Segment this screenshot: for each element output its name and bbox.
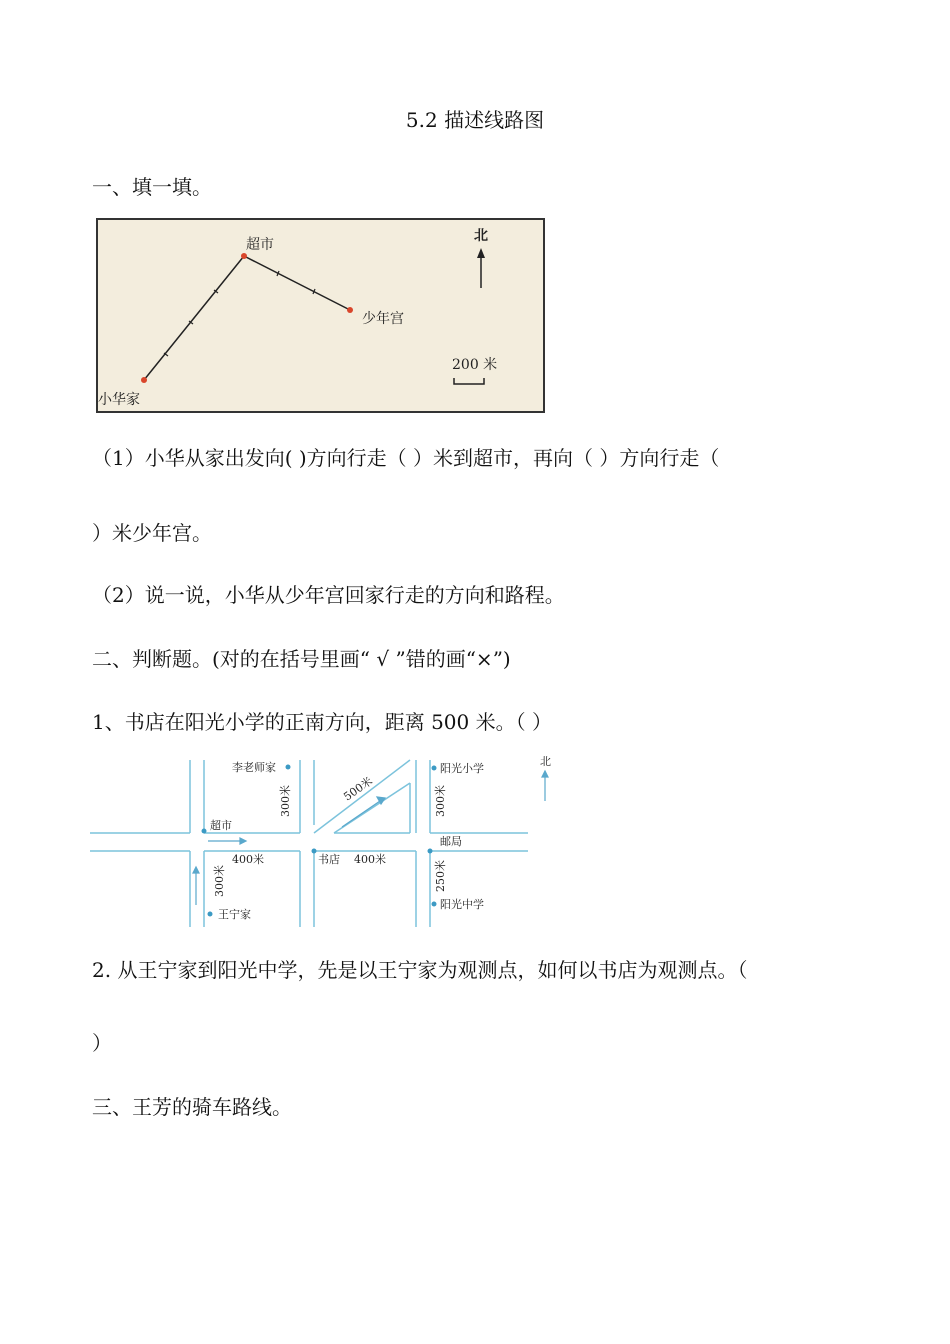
supermarket-point [241,253,247,259]
home-point [141,377,147,383]
bookstore-label: 书店 [318,853,340,866]
supermarket-label: 超市 [210,819,232,832]
distance-300-b: 300米 [434,785,447,817]
q1-line2: ）米少年宫。 [92,521,212,545]
distance-300-a: 300米 [279,785,292,817]
distance-400-a: 400米 [232,853,264,866]
judge-q2-line1: 2. 从王宁家到阳光中学，先是以王宁家为观测点，如何以书店为观测点。（ [92,958,748,982]
primary-school-point [432,766,437,771]
distance-300-c: 300米 [213,865,226,897]
street-map-figure [90,755,560,930]
q2-text: （2）说一说，小华从少年宫回家行走的方向和路程。 [92,583,565,607]
distance-500: 500米 [341,774,375,804]
middle-school-point [432,902,437,907]
teacher-li-home-label: 李老师家 [232,761,276,774]
bookstore-point [312,849,317,854]
north-label: 北 [540,755,551,768]
post-office-label: 邮局 [440,835,462,848]
north-label: 北 [474,228,488,244]
middle-school-label: 阳光中学 [440,898,484,911]
palace-label: 少年宫 [362,311,404,327]
map-frame [97,219,544,412]
palace-point [347,307,353,313]
distance-400-b: 400米 [354,853,386,866]
q1-line1: （1）小华从家出发向( )方向行走（ ）米到超市，再向（ ）方向行走（ [92,446,720,470]
judge-q2-line2: ） [92,1031,112,1055]
wangning-home-point [208,912,213,917]
judge-q1: 1、书店在阳光小学的正南方向，距离 500 米。（ ） [92,710,552,734]
teacher-li-home-point [286,765,291,770]
wangning-home-label: 王宁家 [218,908,251,921]
home-label: 小华家 [98,392,140,408]
section1-heading: 一、填一填。 [92,175,212,199]
route-map-figure [96,218,546,414]
primary-school-label: 阳光小学 [440,762,484,775]
post-office-point [428,849,433,854]
section3-heading: 三、王芳的骑车路线。 [92,1095,292,1119]
page-title: 5.2 描述线路图 [405,108,545,132]
supermarket-point [202,829,207,834]
scale-label: 200 米 [452,357,498,373]
supermarket-label: 超市 [246,237,274,253]
distance-250: 250米 [434,860,447,892]
section2-heading: 二、判断题。(对的在括号里画“ √ ”错的画“×”) [92,647,511,671]
